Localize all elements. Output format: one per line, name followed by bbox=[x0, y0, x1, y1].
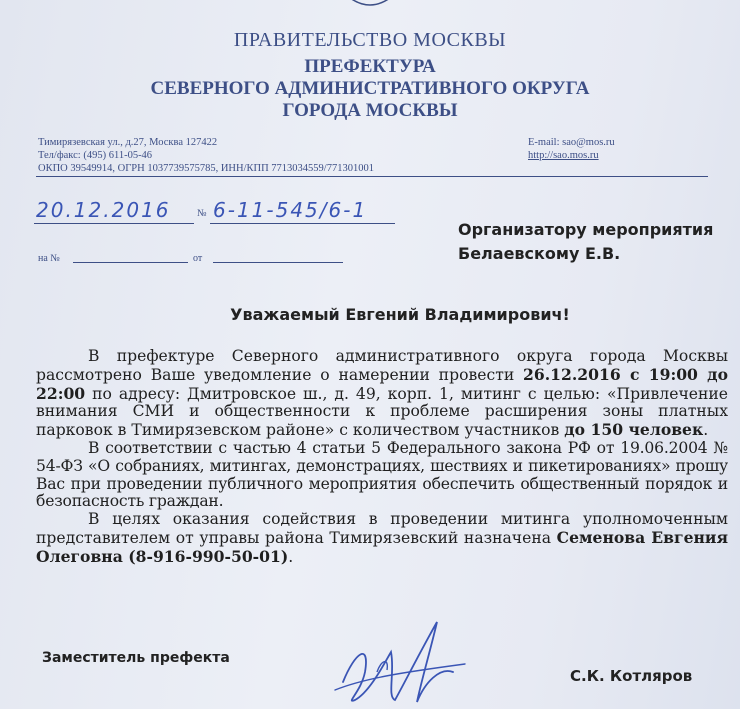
phone-line: Тел/факс: (495) 611-05-46 bbox=[38, 150, 153, 161]
paragraph-1: В префектуре Северного административного округа города Москвы рассмотрено Ваше уведомление о намерении провести 26.12.2016 с 19:00 до 22:00 по адресу: Дмитровское ш., д. 49, корп. 1, митинг с целью: «Привлечение внимания СМИ и общественности к проблеме расширения зоны платных парковок в Тимирязевском районе» с количеством участников до 150 человек. bbox=[36, 347, 728, 440]
paragraph-2: В соответствии с частью 4 статьи 5 Федерального закона РФ от 19.06.2004 № 54-ФЗ «О собраниях, митингах, демонстрациях, шествиях и пикетированиях» прошу Вас при проведении публичного мероприятия обеспечить общественный порядок и безопасность граждан. bbox=[36, 438, 728, 511]
registry-codes-line: ОКПО 39549914, ОГРН 1037739575785, ИНН/КПП 7713034559/771301001 bbox=[38, 163, 374, 174]
address-line: Тимирязевская ул., д.27, Москва 127422 bbox=[38, 137, 218, 148]
government-title: ПРАВИТЕЛЬСТВО МОСКВЫ bbox=[233, 29, 507, 51]
from-underline bbox=[213, 262, 343, 263]
paragraph-3: В целях оказания содействия в проведении митинга уполномоченным представителем от управы района Тимирязевский назначена Семенова Евгения Олеговна (8-916-990-50-01). bbox=[36, 510, 728, 566]
handwritten-outgoing-number: 6-11-545/6-1 bbox=[213, 198, 368, 222]
coat-of-arms-emblem bbox=[335, 0, 405, 12]
in-reply-label: на № bbox=[38, 253, 60, 264]
signatory-name: С.К. Котляров bbox=[570, 667, 693, 685]
number-sign-label: № bbox=[197, 208, 207, 219]
prefecture-title-line1: ПРЕФЕКТУРА bbox=[304, 56, 436, 77]
handwritten-date: 20.12.2016 bbox=[36, 198, 171, 222]
addressee-line2: Белаевскому Е.В. bbox=[458, 244, 621, 263]
email-line: E-mail: sao@mos.ru bbox=[528, 137, 615, 148]
website-link[interactable]: http://sao.mos.ru bbox=[528, 150, 599, 161]
addressee-line1: Организатору мероприятия bbox=[458, 220, 714, 239]
date-underline bbox=[34, 223, 194, 224]
from-label: от bbox=[193, 253, 203, 264]
number-underline bbox=[210, 223, 395, 224]
letter-body bbox=[36, 348, 728, 567]
prefecture-title-line3: ГОРОДА МОСКВЫ bbox=[282, 100, 458, 121]
letterhead-divider bbox=[36, 176, 708, 177]
salutation: Уважаемый Евгений Владимирович! bbox=[230, 305, 570, 324]
prefecture-title-line2: СЕВЕРНОГО АДМИНИСТРАТИВНОГО ОКРУГА bbox=[150, 78, 590, 99]
handwritten-signature bbox=[325, 612, 475, 709]
in-reply-underline bbox=[73, 262, 188, 263]
signatory-position: Заместитель префекта bbox=[42, 650, 230, 666]
